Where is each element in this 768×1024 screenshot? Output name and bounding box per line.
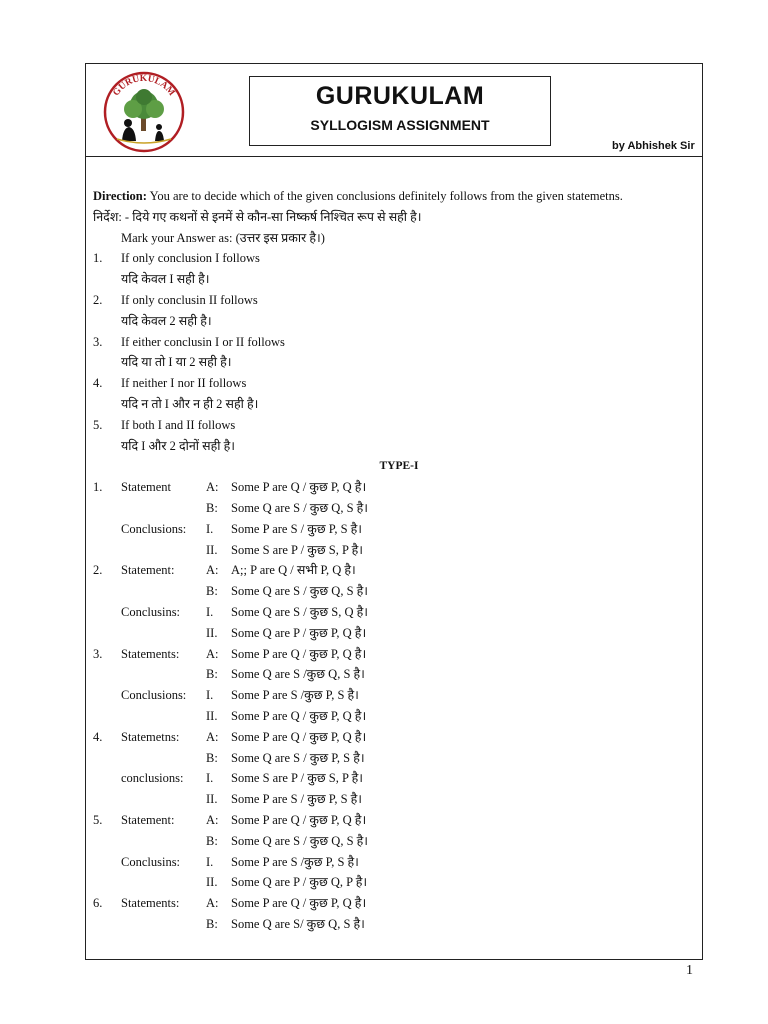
option-hindi [93,311,705,332]
row-letter: II. [206,708,218,723]
option-hindi [93,352,705,373]
question-number: 5. [93,812,103,827]
question-number: 3. [93,646,103,661]
row-letter: A: [206,896,219,911]
option-number: 3. [93,334,103,349]
question-row [93,519,705,540]
question-row [93,893,705,914]
question-row [93,581,705,602]
question-row [93,872,705,893]
option-text: If either conclusin I or II follows [121,334,285,349]
row-letter: A: [206,563,219,578]
row-statement: Some S are P / कुछ S, P है। [231,542,363,557]
row-statement: Some Q are S / कुछ S, Q है। [231,604,369,619]
question-row [93,810,705,831]
header-divider [85,156,703,157]
question-number: 2. [93,563,103,578]
row-letter: B: [206,500,218,515]
row-label: Statemetns: [121,729,180,744]
author-credit: by Abhishek Sir [612,140,695,152]
row-letter: II. [206,542,218,557]
question-row [93,914,705,935]
svg-text:GURUKULAM: GURUKULAM [111,73,177,99]
option-text: If both I and II follows [121,417,236,432]
row-statement: Some Q are P / कुछ P, Q है। [231,625,367,640]
row-letter: A: [206,812,219,827]
row-letter: B: [206,833,218,848]
row-letter: A: [206,729,219,744]
question-row [93,560,705,581]
answer-options [93,248,705,456]
row-statement: Some P are Q / कुछ P, Q है। [231,812,367,827]
row-label: Conclusins: [121,604,181,619]
question-row [93,498,705,519]
option-item [93,332,705,353]
row-statement: Some P are S / कुछ P, S है। [231,792,363,807]
row-letter: B: [206,667,218,682]
question-row [93,685,705,706]
row-label: Conclusins: [121,854,181,869]
row-statement: Some Q are S / कुछ P, S है। [231,750,365,765]
option-hindi [93,436,705,457]
option-hindi [93,394,705,415]
option-hindi [93,269,705,290]
row-statement: A;; P are Q / सभी P, Q है। [231,563,356,578]
mark-answer-text: Mark your Answer as: (उत्तर इस प्रकार है।) [121,230,325,245]
option-item [93,248,705,269]
question-row [93,789,705,810]
question-number: 6. [93,896,103,911]
direction-line [93,186,705,207]
option-text: If only conclusion I follows [121,251,260,266]
option-hindi-text: यदि न तो I और न ही 2 सही है। [121,396,259,411]
row-letter: II. [206,625,218,640]
row-label: Statements: [121,896,180,911]
question-row [93,768,705,789]
question-number: 4. [93,729,103,744]
row-statement: Some P are Q / कुछ P, Q है। [231,708,367,723]
row-statement: Some P are S /कुछ P, S है। [231,688,359,703]
row-statement: Some P are Q / कुछ P, Q है। [231,646,367,661]
row-statement: Some Q are S /कुछ Q, S है। [231,667,365,682]
option-number: 1. [93,251,103,266]
option-hindi-text: यदि केवल I सही है। [121,272,210,287]
question-row [93,852,705,873]
row-label: conclusions: [121,771,184,786]
row-letter: II. [206,792,218,807]
option-hindi-text: यदि I और 2 दोनों सही है। [121,438,235,453]
option-number: 2. [93,292,103,307]
title-box [249,76,551,146]
option-item [93,415,705,436]
mark-answer-line [93,228,705,249]
row-statement: Some Q are S/ कुछ Q, S है। [231,916,365,931]
row-letter: I. [206,771,214,786]
row-letter: B: [206,916,218,931]
row-statement: Some S are P / कुछ S, P है। [231,771,363,786]
direction-hindi: निर्देश: - दिये गए कथनों से इनमें से कौन-सा निष्कर्ष निश्चित रूप से सही है। [93,209,422,224]
row-label: Conclusions: [121,521,187,536]
row-statement: Some P are S /कुछ P, S है। [231,854,359,869]
row-letter: I. [206,854,214,869]
question-number: 1. [93,480,103,495]
page-subtitle: SYLLOGISM ASSIGNMENT [310,117,490,133]
option-hindi-text: यदि केवल 2 सही है। [121,313,212,328]
question-row [93,706,705,727]
type-heading: TYPE-I [379,460,419,473]
row-letter: B: [206,584,218,599]
page-number: 1 [686,963,693,978]
question-row [93,748,705,769]
option-text: If neither I nor II follows [121,376,247,391]
direction-label: Direction: [93,189,147,203]
question-row [93,623,705,644]
question-row [93,477,705,498]
question-row [93,540,705,561]
row-label: Conclusions: [121,688,187,703]
row-label: Statement [121,480,171,495]
row-letter: A: [206,480,219,495]
row-statement: Some Q are S / कुछ Q, S है। [231,500,369,515]
direction-text: You are to decide which of the given conclusions definitely follows from the given statemetns. [149,189,623,203]
question-row [93,831,705,852]
row-letter: I. [206,688,214,703]
question-row [93,664,705,685]
row-letter: B: [206,750,218,765]
row-label: Statements: [121,646,180,661]
row-statement: Some P are S / कुछ P, S है। [231,521,363,536]
row-statement: Some P are Q / कुछ P, Q है। [231,729,367,744]
question-row [93,727,705,748]
question-row [93,602,705,623]
row-statement: Some P are Q / कुछ P, Q है। [231,896,367,911]
row-statement: Some P are Q / कुछ P, Q है। [231,480,367,495]
gurukulam-logo [103,71,185,153]
question-list [93,477,705,935]
option-hindi-text: यदि या तो I या 2 सही है। [121,355,232,370]
row-statement: Some Q are S / कुछ Q, S है। [231,584,369,599]
row-label: Statement: [121,563,175,578]
option-number: 4. [93,376,103,391]
row-letter: I. [206,521,214,536]
page-title: GURUKULAM [315,82,485,110]
assignment-content [93,186,705,935]
option-item [93,290,705,311]
row-letter: A: [206,646,219,661]
option-item [93,373,705,394]
row-label: Statement: [121,812,175,827]
row-statement: Some Q are S / कुछ Q, S है। [231,833,369,848]
question-row [93,644,705,665]
row-statement: Some Q are P / कुछ Q, P है। [231,875,368,890]
row-letter: II. [206,875,218,890]
row-letter: I. [206,604,214,619]
option-number: 5. [93,417,103,432]
option-text: If only conclusin II follows [121,292,258,307]
